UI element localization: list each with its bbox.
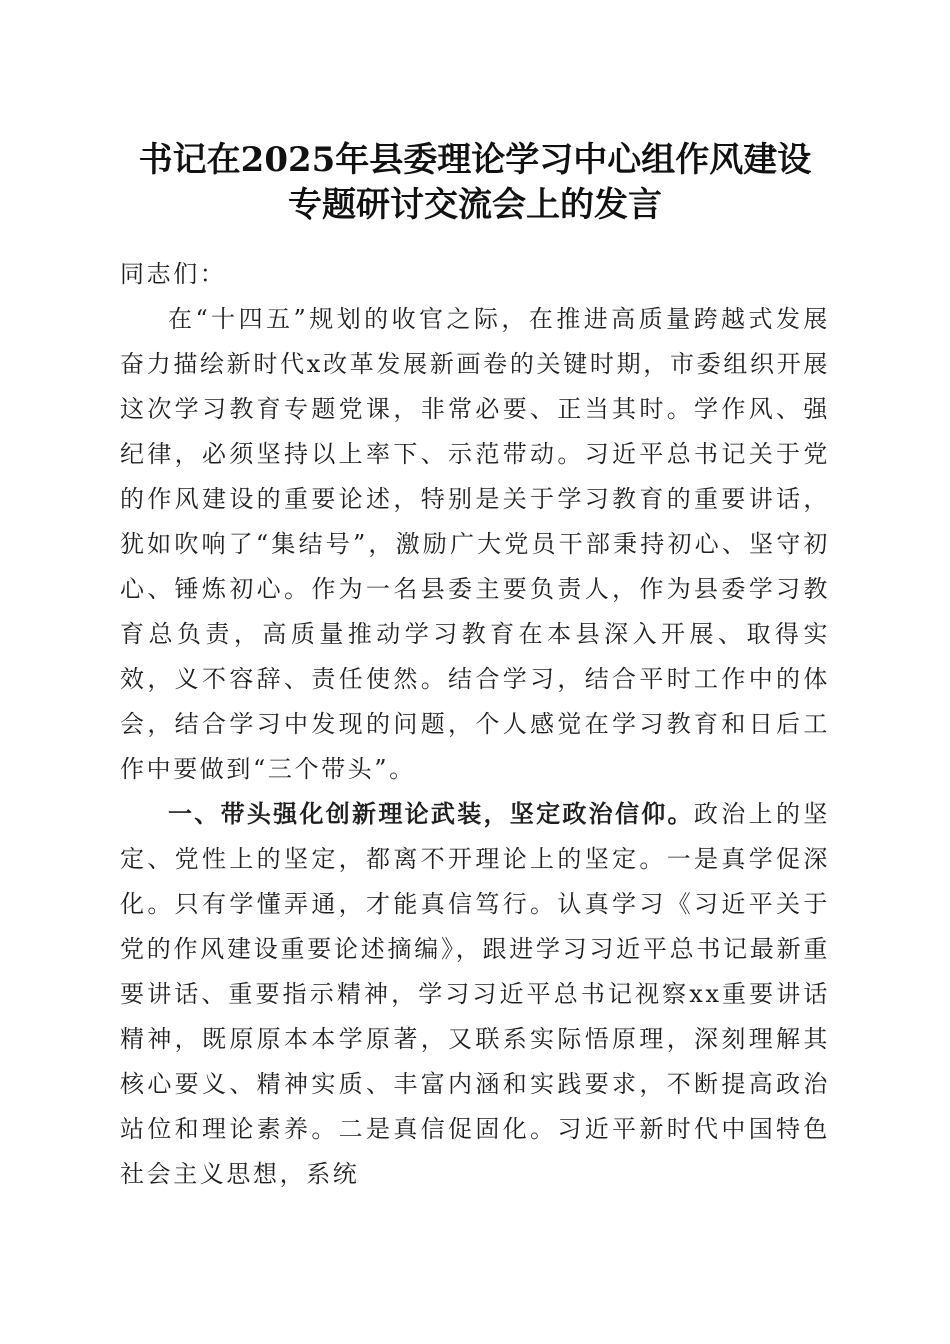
section-1-text: 政治上的坚定、党性上的坚定，都离不开理论上的坚定。一是真学促深化。只有学懂弄通，才能真信笃行。认真学习《习近平关于党的作风建设重要论述摘编》，跟进学习习近平总书记最新重要讲话、重要指示精神，学习习近平总书记视察xx重要讲话精神，既原原本本学原著，又联系实际悟原理，深刻理解其核心要义、精神实质、丰富内涵和实践要求，不断提高政治站位和理论素养。二是真信促固化。习近平新时代中国特色社会主义思想，系统 — [120, 800, 831, 1188]
section-1-heading: 一、带头强化创新理论武装，坚定政治信仰。 — [168, 800, 694, 828]
title-line-2: 专题研讨交流会上的发言 — [288, 185, 662, 225]
intro-paragraph: 在“十四五”规划的收官之际，在推进高质量跨越式发展奋力描绘新时代x改革发展新画卷的关键时期，市委组织开展这次学习教育专题党课，非常必要、正当其时。学作风、强纪律，必须坚持以上率下、示范带动。习近平总书记关于党的作风建设的重要论述，特别是关于学习教育的重要讲话，犹如吹响了“集结号”，激励广大党员干部秉持初心、坚守初心、锤炼初心。作为一名县委主要负责人，作为县委学习教育总负责，高质量推动学习教育在本县深入开展、取得实效，义不容辞、责任使然。结合学习，结合平时工作中的体会，结合学习中发现的问题，个人感觉在学习教育和日后工作中要做到“三个带头”。 — [120, 305, 830, 783]
section-1-paragraph — [120, 792, 830, 1197]
salutation: 同志们： — [120, 260, 227, 288]
title-line-1: 书记在2025年县委理论学习中心组作风建设 — [138, 140, 812, 180]
document-body — [120, 252, 830, 1197]
document-title — [100, 138, 850, 228]
